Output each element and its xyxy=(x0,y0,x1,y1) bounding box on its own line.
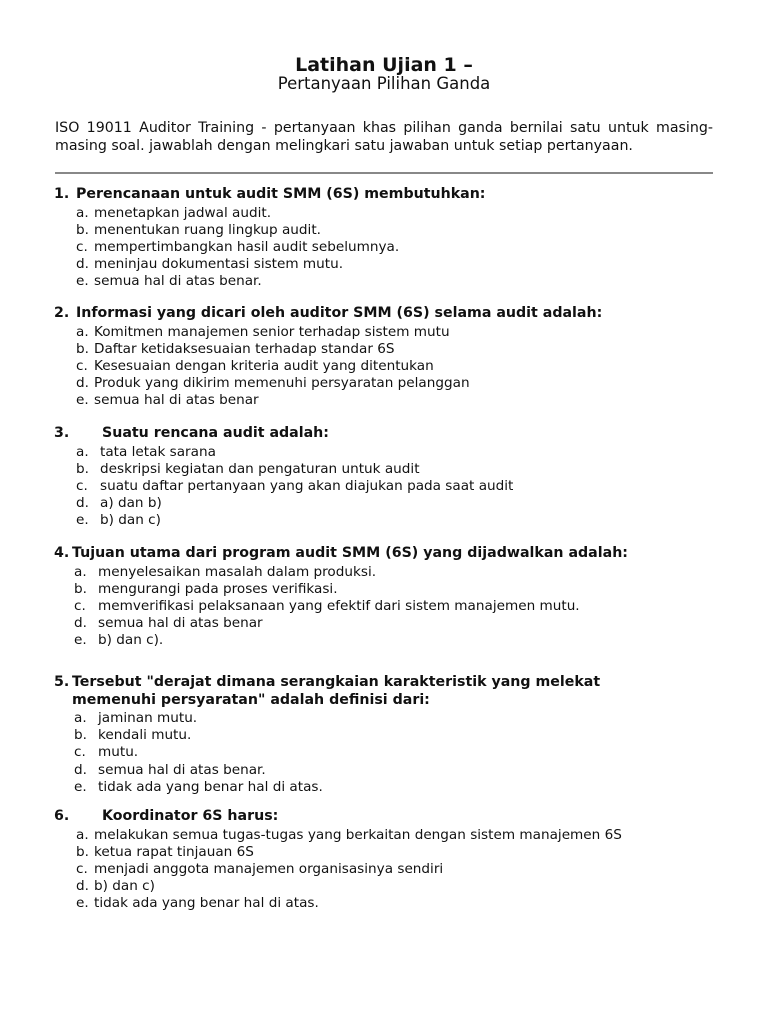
answer-option[interactable] xyxy=(74,762,734,779)
question-text-line xyxy=(54,674,734,692)
option-letter: b. xyxy=(76,221,89,238)
question-text-line xyxy=(54,808,734,826)
page-subtitle: Pertanyaan Pilihan Ganda xyxy=(277,74,491,93)
question-number: 2. xyxy=(54,305,70,321)
intro-paragraph: ISO 19011 Auditor Training - pertanyaan khas pilihan ganda bernilai satu untuk masing-masing soal. jawablah dengan melingkari satu jawaban untuk setiap pertanyaan. xyxy=(55,120,713,154)
option-text: menjadi anggota manajemen organisasinya sendiri xyxy=(94,860,444,877)
option-letter: e. xyxy=(76,895,89,912)
answer-option[interactable] xyxy=(74,744,734,761)
question-text: Koordinator 6S harus: xyxy=(102,808,279,824)
question-text: Informasi yang dicari oleh auditor SMM (6S) selama audit adalah: xyxy=(76,305,603,321)
option-text: Kesesuaian dengan kriteria audit yang ditentukan xyxy=(94,357,434,374)
answer-option[interactable] xyxy=(74,727,734,744)
option-letter: d. xyxy=(76,256,89,273)
option-text: Komitmen manajemen senior terhadap sistem mutu xyxy=(94,323,450,340)
option-letter: c. xyxy=(74,597,86,614)
option-letter: d. xyxy=(76,375,89,392)
answer-option[interactable] xyxy=(76,392,734,409)
answer-option[interactable] xyxy=(76,878,734,895)
answer-option[interactable] xyxy=(76,273,734,290)
option-letter: b. xyxy=(74,727,87,744)
option-text: b) dan c) xyxy=(100,512,161,529)
option-text: mengurangi pada proses verifikasi. xyxy=(98,580,338,597)
option-text: deskripsi kegiatan dan pengaturan untuk audit xyxy=(100,460,420,477)
option-letter: a. xyxy=(74,563,87,580)
option-list xyxy=(54,444,734,530)
question-text-line xyxy=(54,545,734,563)
answer-option[interactable] xyxy=(76,512,734,529)
option-letter: e. xyxy=(74,632,87,649)
answer-option[interactable] xyxy=(76,324,734,341)
option-text: tata letak sarana xyxy=(100,443,216,460)
option-text: jaminan mutu. xyxy=(98,710,198,726)
option-letter: b. xyxy=(74,580,87,597)
question-4 xyxy=(54,545,734,650)
option-text: tidak ada yang benar hal di atas. xyxy=(94,895,319,912)
option-letter: b. xyxy=(76,460,89,477)
option-letter: c. xyxy=(76,238,88,255)
option-letter: b. xyxy=(76,340,89,357)
question-3 xyxy=(54,425,734,530)
option-text: meninjau dokumentasi sistem mutu. xyxy=(94,256,344,273)
option-letter: a. xyxy=(76,826,89,843)
option-text: memverifikasi pelaksanaan yang efektif dari sistem manajemen mutu. xyxy=(98,597,580,614)
answer-option[interactable] xyxy=(76,861,734,878)
answer-option[interactable] xyxy=(76,358,734,375)
option-list xyxy=(54,710,734,796)
option-text: Produk yang dikirim memenuhi persyaratan pelanggan xyxy=(94,375,470,392)
option-text: melakukan semua tugas-tugas yang berkaitan dengan sistem manajemen 6S xyxy=(94,826,622,843)
question-text-line xyxy=(54,186,734,204)
option-letter: d. xyxy=(74,761,87,778)
option-text: b) dan c). xyxy=(98,632,164,649)
question-number: 3. xyxy=(54,425,70,441)
option-text: b) dan c) xyxy=(94,878,155,895)
question-1 xyxy=(54,186,734,291)
answer-option[interactable] xyxy=(76,478,734,495)
option-letter: e. xyxy=(76,273,89,290)
answer-option[interactable] xyxy=(74,710,734,727)
option-list xyxy=(54,205,734,291)
answer-option[interactable] xyxy=(76,239,734,256)
question-text: Perencanaan untuk audit SMM (6S) membutuhkan: xyxy=(76,186,486,202)
answer-option[interactable] xyxy=(74,779,734,796)
question-2 xyxy=(54,305,734,410)
divider xyxy=(55,172,713,174)
option-letter: d. xyxy=(76,495,89,512)
option-text: ketua rapat tinjauan 6S xyxy=(94,843,254,860)
option-text: mutu. xyxy=(98,744,139,761)
option-text: a) dan b) xyxy=(100,495,162,512)
option-text: suatu daftar pertanyaan yang akan diajukan pada saat audit xyxy=(100,477,514,494)
answer-option[interactable] xyxy=(76,495,734,512)
option-letter: e. xyxy=(74,778,87,795)
question-text: Tersebut "derajat dimana serangkaian karakteristik yang melekat xyxy=(72,674,601,690)
option-text: menyelesaikan masalah dalam produksi. xyxy=(98,563,377,580)
option-text: semua hal di atas benar. xyxy=(94,273,262,290)
answer-option[interactable] xyxy=(74,564,734,581)
option-text: semua hal di atas benar. xyxy=(98,761,266,778)
answer-option[interactable] xyxy=(74,581,734,598)
option-letter: b. xyxy=(76,843,89,860)
answer-option[interactable] xyxy=(76,895,734,912)
answer-option[interactable] xyxy=(76,205,734,222)
option-letter: a. xyxy=(76,204,89,221)
option-list xyxy=(54,564,734,650)
question-text: memenuhi persyaratan" adalah definisi dari: xyxy=(72,691,430,708)
answer-option[interactable] xyxy=(74,598,734,615)
option-letter: c. xyxy=(74,744,86,761)
answer-option[interactable] xyxy=(76,375,734,392)
option-letter: d. xyxy=(74,615,87,632)
answer-option[interactable] xyxy=(76,341,734,358)
option-text: menetapkan jadwal audit. xyxy=(94,204,272,221)
question-text: Tujuan utama dari program audit SMM (6S) yang dijadwalkan adalah: xyxy=(72,545,628,561)
question-text-line xyxy=(54,425,734,443)
answer-option[interactable] xyxy=(74,615,734,632)
answer-option[interactable] xyxy=(76,461,734,478)
option-text: kendali mutu. xyxy=(98,727,192,744)
question-number: 6. xyxy=(54,808,70,824)
answer-option[interactable] xyxy=(76,444,734,461)
answer-option[interactable] xyxy=(76,827,734,844)
question-number: 1. xyxy=(54,186,70,202)
option-text: Daftar ketidaksesuaian terhadap standar 6S xyxy=(94,340,395,357)
option-text: mempertimbangkan hasil audit sebelumnya. xyxy=(94,238,400,255)
answer-option[interactable] xyxy=(76,222,734,239)
option-text: tidak ada yang benar hal di atas. xyxy=(98,778,323,795)
question-text-line xyxy=(54,305,734,323)
answer-option[interactable] xyxy=(76,844,734,861)
option-list xyxy=(54,324,734,410)
option-letter: a. xyxy=(74,710,87,726)
option-letter: c. xyxy=(76,477,88,494)
question-text-line xyxy=(54,692,734,710)
question-text: Suatu rencana audit adalah: xyxy=(102,425,329,441)
option-text: semua hal di atas benar xyxy=(94,392,259,409)
option-list xyxy=(54,827,734,913)
question-number: 4. xyxy=(54,545,70,561)
option-letter: e. xyxy=(76,392,89,409)
option-letter: d. xyxy=(76,878,89,895)
question-number: 5. xyxy=(54,674,70,690)
option-letter: c. xyxy=(76,357,88,374)
question-5 xyxy=(54,674,734,796)
option-text: semua hal di atas benar xyxy=(98,615,263,632)
page-title: Latihan Ujian 1 – xyxy=(295,54,473,76)
option-letter: e. xyxy=(76,512,89,529)
option-letter: c. xyxy=(76,860,88,877)
answer-option[interactable] xyxy=(76,256,734,273)
option-letter: a. xyxy=(76,443,89,460)
answer-option[interactable] xyxy=(74,632,734,649)
question-6 xyxy=(54,808,734,913)
option-letter: a. xyxy=(76,323,89,340)
option-text: menentukan ruang lingkup audit. xyxy=(94,221,321,238)
